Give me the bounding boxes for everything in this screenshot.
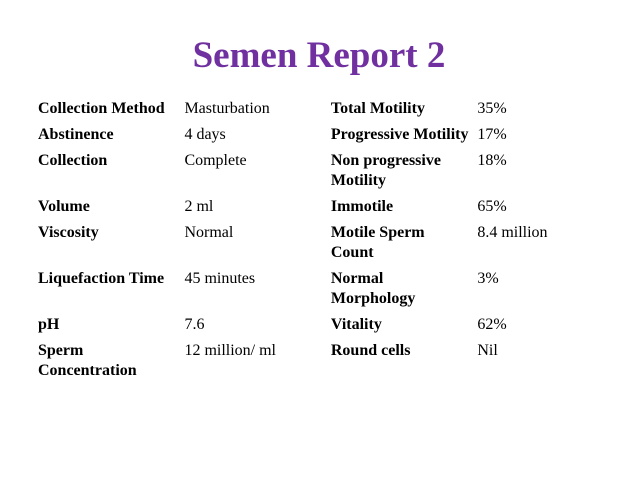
row-value: 62% [477,316,507,333]
row-label: Collection [38,152,108,169]
row-value: 7.6 [184,316,205,333]
table-row [34,338,634,384]
row-value: 45 minutes [184,270,256,287]
row-value: Complete [184,152,247,169]
report-table [34,96,634,384]
row-label: pH [38,316,60,333]
row-label: Normal Morphology [330,270,416,307]
row-label: Liquefaction Time [38,270,165,287]
page-title: Semen Report 2 [192,35,446,76]
table-row [34,194,634,220]
table-row [34,266,634,312]
row-label: Progressive Motility [330,126,469,143]
row-value: 35% [477,100,507,117]
row-label: Non progressive Motility [330,152,441,189]
row-value: 3% [477,270,499,287]
row-label: Sperm Concentration [38,342,137,379]
row-label: Vitality [330,316,382,333]
row-value: 17% [477,126,507,143]
row-label: Immotile [330,198,394,215]
table-row [34,96,634,122]
table-row [34,220,634,266]
row-label: Volume [38,198,90,215]
row-label: Total Motility [330,100,425,117]
row-value: 12 million/ ml [184,342,276,359]
row-value: Nil [477,342,498,359]
table-row [34,122,634,148]
row-value: 2 ml [184,198,214,215]
row-value: 65% [477,198,507,215]
row-value: Normal [184,224,234,241]
row-value: 8.4 million [477,224,548,241]
row-label: Round cells [330,342,411,359]
row-value: 18% [477,152,507,169]
row-label: Motile Sperm Count [330,224,425,261]
row-value: 4 days [184,126,226,143]
table-row [34,312,634,338]
table-row [34,148,634,194]
row-value: Masturbation [184,100,270,117]
row-label: Collection Method [38,100,165,117]
row-label: Abstinence [38,126,114,143]
row-label: Viscosity [38,224,99,241]
